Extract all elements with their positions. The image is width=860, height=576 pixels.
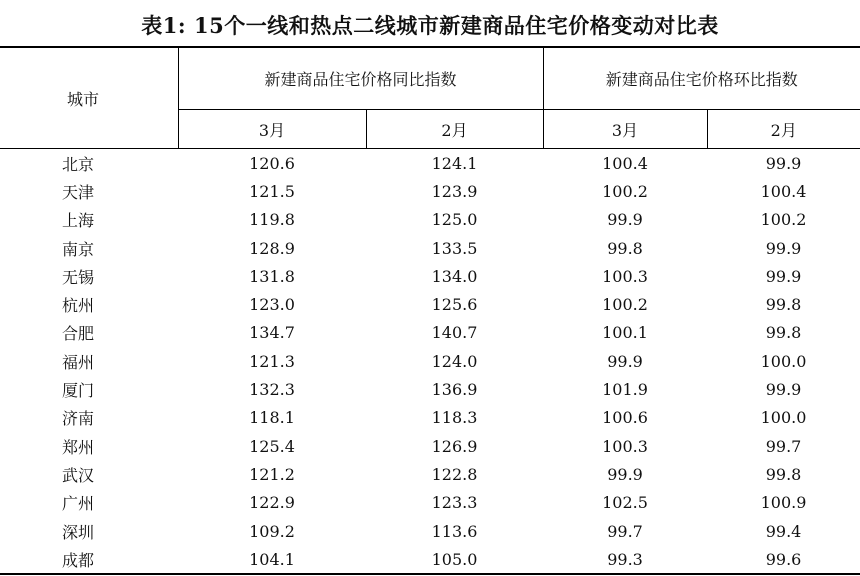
mom-march-cell: 100.3 xyxy=(602,266,648,286)
city-cell: 济南 xyxy=(62,409,95,429)
yoy-february-cell: 118.3 xyxy=(431,408,478,428)
mom-march-cell: 100.4 xyxy=(602,153,648,173)
yoy-february-cell: 113.6 xyxy=(431,521,478,541)
header-yoy-group: 新建商品住宅价格同比指数 xyxy=(178,47,543,110)
mom-february-cell: 99.8 xyxy=(765,295,802,315)
mom-february-cell: 99.9 xyxy=(765,380,802,400)
yoy-march-cell: 122.9 xyxy=(249,493,295,513)
mom-march-cell: 101.9 xyxy=(602,380,648,400)
table-row xyxy=(0,545,860,574)
mom-february-cell: 99.6 xyxy=(707,545,860,574)
mom-february-cell: 99.9 xyxy=(765,153,802,173)
mom-february-cell: 99.8 xyxy=(765,323,802,343)
yoy-february-cell: 124.1 xyxy=(431,153,478,173)
table-row xyxy=(0,460,860,488)
table-row xyxy=(0,432,860,460)
header-mom-march: 3月 xyxy=(543,110,707,149)
city-cell: 武汉 xyxy=(62,465,95,485)
table-row xyxy=(0,206,860,234)
mom-march-cell: 100.2 xyxy=(602,295,648,315)
mom-march-cell: 102.5 xyxy=(602,493,648,513)
city-cell: 杭州 xyxy=(62,296,95,316)
city-cell: 郑州 xyxy=(62,437,95,457)
yoy-february-cell: 136.9 xyxy=(431,380,478,400)
header-mom-february: 2月 xyxy=(707,110,860,149)
yoy-march-cell: 104.1 xyxy=(178,545,366,574)
header-mom-group: 新建商品住宅价格环比指数 xyxy=(543,47,860,110)
yoy-march-cell: 118.1 xyxy=(249,408,295,428)
yoy-february-cell: 134.0 xyxy=(431,266,478,286)
mom-march-cell: 100.2 xyxy=(602,181,648,201)
yoy-february-cell: 123.9 xyxy=(431,181,478,201)
yoy-march-cell: 109.2 xyxy=(249,521,295,541)
table-title: 表1: 15个一线和热点二线城市新建商品住宅价格变动对比表 xyxy=(141,13,719,38)
yoy-march-cell: 132.3 xyxy=(249,380,295,400)
table-row xyxy=(0,404,860,432)
mom-february-cell: 100.9 xyxy=(760,493,807,513)
table-row xyxy=(0,347,860,375)
yoy-march-cell: 123.0 xyxy=(249,295,295,315)
yoy-march-cell: 131.8 xyxy=(249,266,295,286)
mom-march-cell: 100.1 xyxy=(602,323,648,343)
yoy-march-cell: 121.2 xyxy=(249,464,295,484)
yoy-march-cell: 128.9 xyxy=(249,238,295,258)
city-cell: 上海 xyxy=(62,211,95,231)
mom-february-cell: 100.0 xyxy=(760,408,807,428)
yoy-february-cell: 122.8 xyxy=(431,464,478,484)
mom-march-cell: 99.7 xyxy=(607,521,643,541)
table-body xyxy=(0,149,860,575)
city-cell: 合肥 xyxy=(62,324,95,344)
mom-march-cell: 100.6 xyxy=(602,408,648,428)
city-cell: 厦门 xyxy=(62,381,95,401)
header-yoy-february: 2月 xyxy=(366,110,543,149)
mom-february-cell: 99.9 xyxy=(765,238,802,258)
yoy-february-cell: 140.7 xyxy=(431,323,478,343)
city-cell: 天津 xyxy=(62,182,95,202)
mom-february-cell: 99.4 xyxy=(765,521,802,541)
mom-february-cell: 99.8 xyxy=(765,464,802,484)
city-cell: 福州 xyxy=(62,352,95,372)
table-row xyxy=(0,234,860,262)
mom-february-cell: 100.4 xyxy=(760,181,807,201)
yoy-february-cell: 126.9 xyxy=(431,436,478,456)
table-row xyxy=(0,290,860,318)
mom-february-cell: 99.9 xyxy=(765,266,802,286)
header-yoy-march: 3月 xyxy=(178,110,366,149)
yoy-february-cell: 124.0 xyxy=(431,351,478,371)
table-row xyxy=(0,262,860,290)
city-cell: 广州 xyxy=(62,494,95,514)
yoy-march-cell: 120.6 xyxy=(249,153,295,173)
table-row xyxy=(0,319,860,347)
yoy-march-cell: 125.4 xyxy=(249,436,295,456)
mom-february-cell: 100.0 xyxy=(760,351,807,371)
table-row xyxy=(0,375,860,403)
price-index-table xyxy=(0,46,860,575)
city-cell: 北京 xyxy=(62,154,95,174)
mom-march-cell: 100.3 xyxy=(602,436,648,456)
mom-march-cell: 99.9 xyxy=(607,210,643,230)
yoy-february-cell: 133.5 xyxy=(431,238,478,258)
city-cell: 成都 xyxy=(0,545,178,574)
mom-march-cell: 99.3 xyxy=(543,545,707,574)
city-cell: 无锡 xyxy=(62,267,95,287)
yoy-march-cell: 121.3 xyxy=(249,351,295,371)
yoy-march-cell: 134.7 xyxy=(249,323,295,343)
mom-march-cell: 99.9 xyxy=(607,464,643,484)
mom-march-cell: 99.8 xyxy=(607,238,643,258)
yoy-february-cell: 125.6 xyxy=(431,295,478,315)
table-row xyxy=(0,149,860,178)
yoy-march-cell: 121.5 xyxy=(249,181,295,201)
yoy-february-cell: 105.0 xyxy=(366,545,543,574)
city-cell: 南京 xyxy=(62,239,95,259)
mom-february-cell: 99.7 xyxy=(765,436,802,456)
table-row xyxy=(0,177,860,205)
table-row xyxy=(0,489,860,517)
yoy-march-cell: 119.8 xyxy=(249,210,295,230)
yoy-february-cell: 125.0 xyxy=(431,210,478,230)
yoy-february-cell: 123.3 xyxy=(431,493,478,513)
mom-february-cell: 100.2 xyxy=(760,210,807,230)
header-city: 城市 xyxy=(0,47,178,149)
city-cell: 深圳 xyxy=(62,522,95,542)
mom-march-cell: 99.9 xyxy=(607,351,643,371)
table-row xyxy=(0,517,860,545)
